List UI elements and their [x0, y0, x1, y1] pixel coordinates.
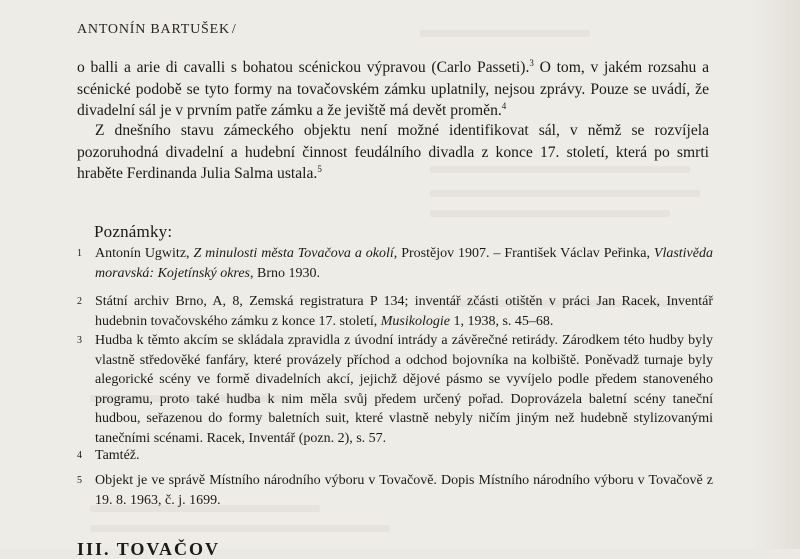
footnote-reference: 3	[529, 57, 534, 68]
footnote-3	[77, 331, 713, 449]
footnote-text	[95, 471, 713, 510]
text-run: , Brno 1930.	[250, 265, 320, 281]
footnote-2	[77, 292, 713, 331]
footnote-reference: 4	[501, 100, 507, 111]
footnote-4	[77, 446, 713, 466]
footnote-text	[95, 292, 713, 331]
text-run: Státní archiv Brno, A, 8, Zemská registratura P 134; inventář zčásti otištěn v práci Jan Racek, Inventář hudebnin tovačovského zámku z konce 17. století,	[95, 294, 713, 329]
footnote-number: 2	[77, 296, 82, 307]
italic-title: Z minulosti města Tovačova a okolí	[193, 246, 394, 261]
text-run: Hudba k těmto akcím se skládala zpravidla z úvodní intrády a závěrečné retirády. Zárodkem této hudby byly vlastně středověké fanfáry, které provázely příchod a odchod bojovníka na kolbiště. Poněvadž turnaje byly alegorické scény ve formě divadelních akcí, jejichž dějové pásmo se vyvíjelo podle předem stanoveného programu, proto také hudba k nim měla svůj předem určený pořad. Doprovázela baletní scény taneční hudbou, seřazenou do formy baletních suit, které vlastně nebyly ničím jiným než hudebně stylizovanými tanečními scénami. Racek, Inventář (pozn. 2), s. 57.	[95, 333, 713, 446]
text-run: O tom, v jakém rozsahu a scénické podobě se tyto formy na tovačovském zámku uplatnily, nejsou zprávy. Pouze se uvádí, že divadelní sál je v prvním patře zámku a že jeviště má devět proměn.	[77, 59, 710, 119]
text-run: Objekt je ve správě Místního národního výboru v Tovačově. Dopis Místního národního výboru v Tovačově z 19. 8. 1963, č. j. 1699.	[95, 473, 713, 508]
footnote-text	[95, 446, 713, 466]
paragraph-1	[77, 57, 709, 122]
running-header	[77, 22, 237, 38]
footnote-text	[95, 244, 713, 283]
text-run: o balli a arie di cavalli s bohatou scénickou výpravou (Carlo Passeti).	[77, 59, 530, 76]
text-run: Tamtéž.	[95, 448, 140, 463]
footnote-number: 1	[77, 248, 82, 259]
text-run: Z dnešního stavu zámeckého objektu není možné identifikovat sál, v němž se rozvíjela pozoruhodná divadelní a hudební činnost feudálního divadla z konce 17. století, která po smrti hraběte Ferdinanda Julia Salma ustala.	[77, 122, 709, 182]
text-run: Antonín Ugwitz,	[95, 246, 194, 261]
notes-heading: Poznámky:	[94, 222, 173, 241]
italic-title: Vlastivěda moravská: Kojetínský okres	[95, 246, 713, 281]
footnote-number: 4	[77, 450, 82, 461]
next-section-heading-cut: III. TOVAČOV	[77, 539, 221, 559]
footnote-reference: 5	[317, 163, 322, 174]
footnote-number: 3	[77, 335, 82, 346]
paragraph-2	[77, 120, 709, 185]
footnote-1	[77, 244, 713, 283]
footnote-text	[95, 331, 713, 449]
italic-title: Musikologie	[380, 313, 450, 329]
text-run: 1, 1938, s. 45–68.	[449, 313, 554, 329]
text-run: , Prostějov 1907. – František Václav Peřinka,	[393, 246, 654, 261]
header-author: ANTONÍN BARTUŠEK	[77, 22, 230, 37]
footnote-number: 5	[77, 475, 82, 486]
header-separator: /	[231, 22, 237, 37]
footnote-5	[77, 471, 713, 510]
